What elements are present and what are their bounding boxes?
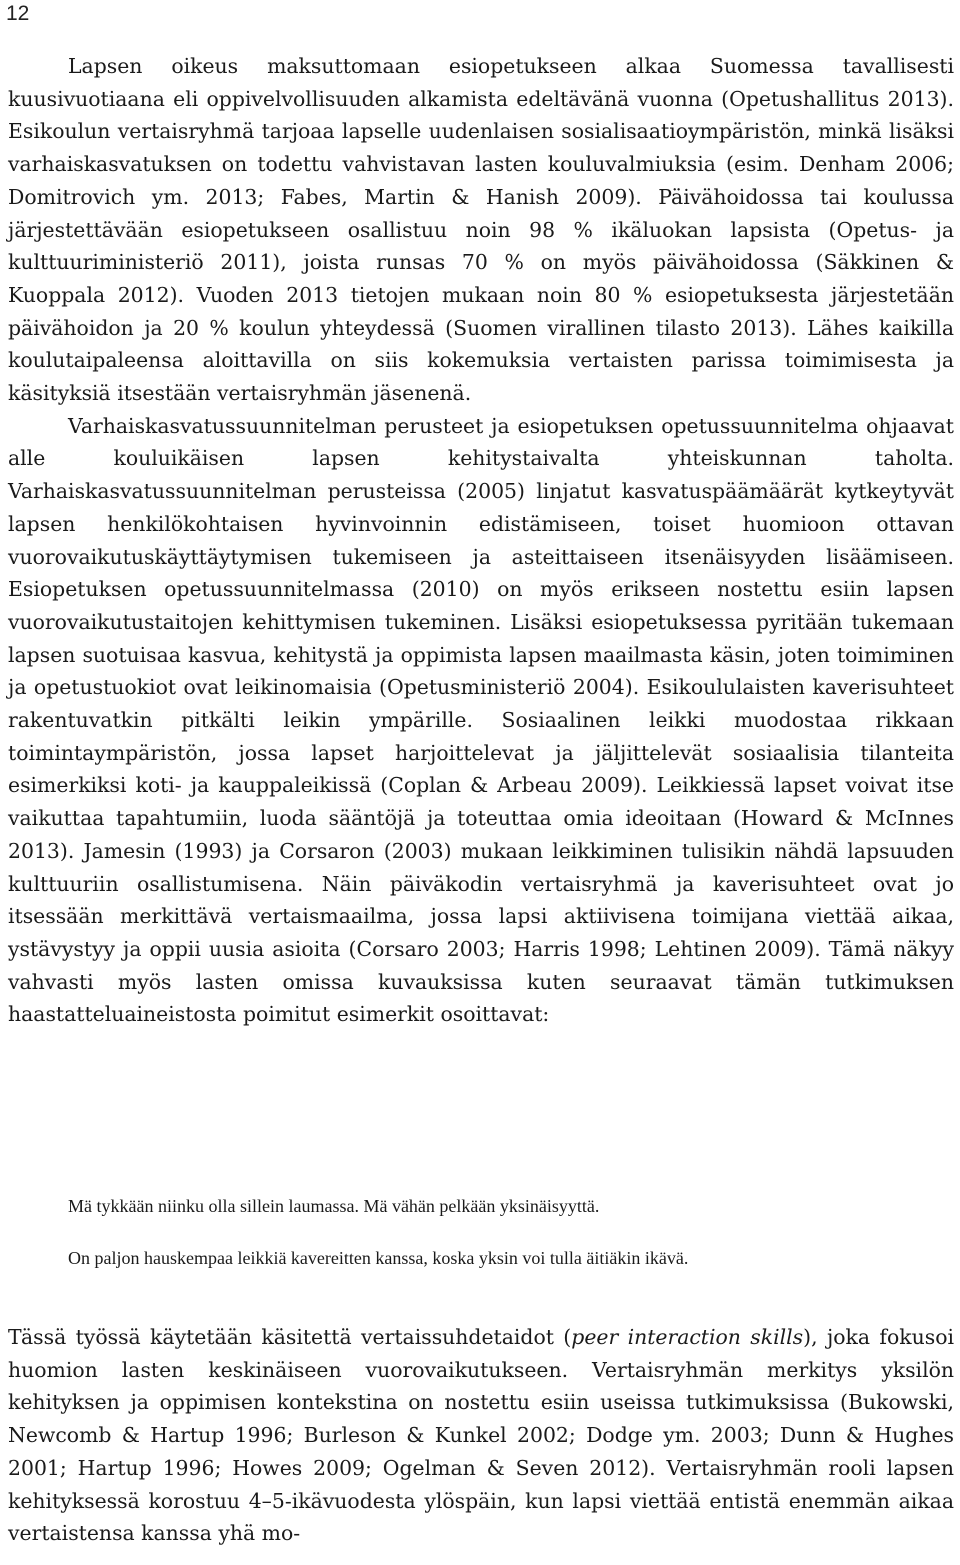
paragraph-3-term: peer interaction skills	[571, 1325, 804, 1349]
paragraph-3-start: Tässä työssä käytetään käsitettä vertaissuhdetaidot (	[8, 1325, 572, 1349]
quote-text-2: On paljon hauskempaa leikkiä kavereitten kanssa, koska yksin voi tulla äitiäkin ikävä.	[68, 1248, 689, 1268]
quote-text-1: Mä tykkään niinku olla sillein laumassa. Mä vähän pelkään yksinäisyyttä.	[68, 1196, 600, 1216]
paragraph-2: Varhaiskasvatussuunnitelman perusteet ja esiopetuksen opetussuunnitelma ohjaavat alle kouluikäisen lapsen kehitystaivalta yhteiskunnan taholta. Varhaiskasvatussuunnitelman perusteissa (2005) linjatut kasvatuspäämäärät kytkeytyvät lapsen henkilökohtaisen hyvinvoinnin edistämiseen, toiset huomioon ottavan vuorovaikutuskäyttäytymisen tukemiseen ja asteittaiseen itsenäisyyden lisäämiseen. Esiopetuksen opetussuunnitelmassa (2010) on myös erikseen nostettu esiin lapsen vuorovaikutustaitojen kehittymisen tukeminen. Lisäksi esiopetuksessa pyritään tukemaan lapsen suotuisaa kasvua, kehitystä ja oppimista lapsen maailmasta käsin, joten toimiminen ja opetustuokiot ovat leikinomaisia (Opetusministeriö 2004). Esikoululaisten kaverisuhteet rakentuvatkin pitkälti leikin ympärille. Sosiaalinen leikki muodostaa rikkaan toimintaympäristön, jossa lapset harjoittelevat ja jäljittelevät sosiaalisia tilanteita esimerkiksi koti- ja kauppaleikissä (Coplan & Arbeau 2009). Leikkiessä lapset voivat itse vaikuttaa tapahtumiin, luoda sääntöjä ja toteuttaa omia ideoitaan (Howard & McInnes 2013). Jamesin (1993) ja Corsaron (2003) mukaan leikkiminen tulisikin nähdä lapsuuden kulttuuriin osallistumisena. Näin päiväkodin vertaisryhmä ja kaverisuhteet ovat jo itsessään merkittävä vertaismaailma, jossa lapsi aktiivisena toimijana viettää aikaa, ystävystyy ja oppii uusia asioita (Corsaro 2003; Harris 1998; Lehtinen 2009). Tämä näkyy vahvasti myös lasten omissa kuvauksissa kuten seuraavat tämän tutkimuksen haastatteluaineistosta poimitut esimerkit osoittavat:	[8, 413, 954, 1027]
main-text-continued	[8, 1321, 954, 1550]
paragraph-1: Lapsen oikeus maksuttomaan esiopetukseen alkaa Suomessa tavallisesti kuusivuotiaana eli oppivelvollisuuden alkamista edeltävänä vuonna (Opetushallitus 2013). Esikoulun vertaisryhmä tarjoaa lapselle uudenlaisen sosialisaatioympäristön, minkä lisäksi varhaiskasvatuksen on todettu vahvistavan lasten kouluvalmiuksia (esim. Denham 2006; Domitrovich ym. 2013; Fabes, Martin & Hanish 2009). Päivähoidossa tai koulussa järjestettävään esiopetukseen osallistuu noin 98 % ikäluokan lapsista (Opetus- ja kulttuuriministeriö 2011), joista runsas 70 % on myös päivähoidossa (Säkkinen & Kuoppala 2012). Vuoden 2013 tietojen mukaan noin 80 % esiopetuksesta järjestetään päivähoidon ja 20 % koulun yhteydessä (Suomen virallinen tilasto 2013). Lähes kaikilla koulutaipaleensa aloittavilla on siis kokemuksia vertaisten parissa toimimisesta ja käsityksiä itsestään vertaisryhmän jäsenenä.	[8, 54, 954, 406]
main-text	[8, 50, 954, 1031]
page-number: 12	[6, 2, 30, 25]
interview-quote-1	[68, 1192, 954, 1220]
paragraph-3	[8, 1321, 954, 1550]
paragraph-3-end: ), joka fokusoi huomion lasten keskinäiseen vuorovaikutukseen. Vertaisryhmän merkitys yksilön kehityksen ja oppimisen kontekstina on nostettu esiin useissa tutkimuksissa (Bukowski, Newcomb & Hartup 1996; Burleson & Kunkel 2002; Dodge ym. 2003; Dunn & Hughes 2001; Hartup 1996; Howes 2009; Ogelman & Seven 2012). Vertaisryhmän rooli lapsen kehityksessä korostuu 4–5-ikävuodesta ylöspäin, kun lapsi viettää entistä enemmän aikaa vertaistensa kanssa yhä mo-	[8, 1325, 954, 1546]
interview-quote-2	[68, 1244, 954, 1272]
